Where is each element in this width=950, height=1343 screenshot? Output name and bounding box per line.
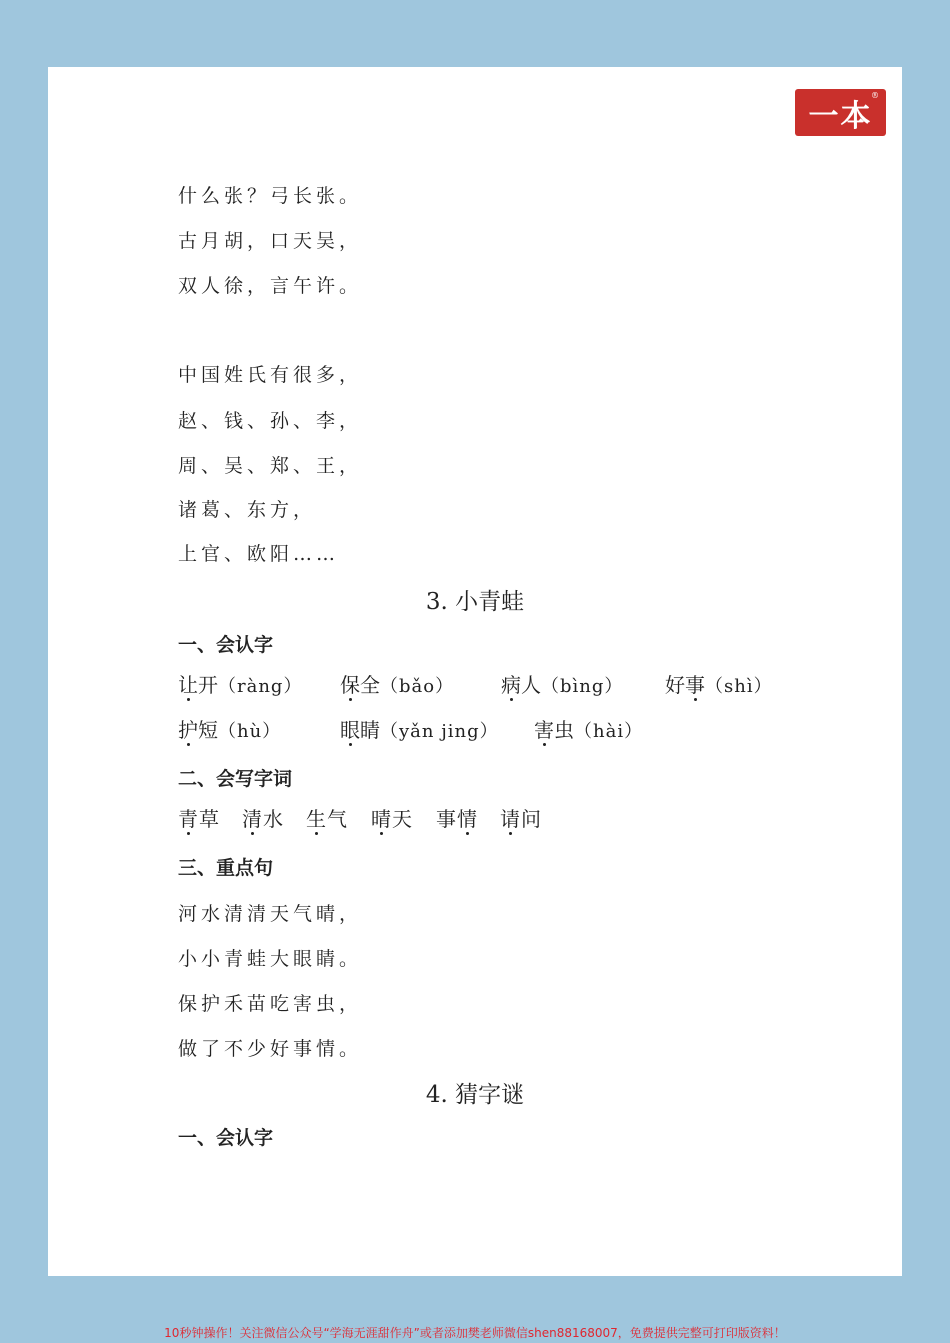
poem2-line: 周、吴、郑、王， (178, 455, 363, 477)
footer-notice: 10秒钟操作！关注微信公众号“学海无涯甜作舟”或者添加樊老师微信shen88168007，免费提供完整可打印版资料！ (164, 1326, 786, 1340)
poem1-line: 什么张？弓长张。 (178, 185, 363, 207)
poem2-line: 赵、钱、孙、李， (178, 410, 363, 432)
lesson4-heading-recognize: 一、会认字 (178, 1127, 274, 1149)
key-sentence: 做了不少好事情。 (178, 1038, 363, 1060)
key-sentence: 保护禾苗吃害虫， (178, 993, 363, 1015)
poem1-line: 古月胡，口天吴， (178, 230, 363, 252)
lesson3-heading-recognize: 一、会认字 (178, 634, 274, 656)
recognize-item: 让开（ràng） (178, 673, 303, 697)
lesson4-title: 4. 猜字谜 (425, 1082, 525, 1108)
poem1-line: 双人徐，言午许。 (178, 275, 363, 297)
recognize-item: 病人（bìng） (501, 673, 624, 697)
lesson3-heading-key-sentences: 三、重点句 (178, 857, 274, 879)
logo-text: 一本 (808, 98, 873, 134)
registered-mark: ® (871, 91, 881, 100)
poem2-line: 诸葛、东方， (178, 499, 317, 521)
poem2-line: 中国姓氏有很多， (178, 364, 363, 386)
write-word: 请问 (500, 807, 542, 831)
write-word: 事情 (436, 807, 478, 831)
brand-logo (795, 89, 886, 136)
key-sentence: 河水清清天气晴， (178, 903, 363, 925)
recognize-item: 好事（shì） (665, 673, 773, 697)
recognize-item: 保全（bǎo） (340, 673, 455, 697)
poem2-line: 上官、欧阳…… (178, 543, 340, 565)
write-word: 清水 (242, 807, 284, 831)
write-word: 晴天 (371, 807, 413, 831)
recognize-item: 护短（hù） (178, 718, 282, 742)
lesson3-title: 3. 小青蛙 (425, 589, 525, 615)
recognize-item: 眼睛（yǎn jing） (340, 718, 499, 742)
recognize-item: 害虫（hài） (534, 718, 644, 742)
write-word: 青草 (178, 807, 220, 831)
lesson3-heading-write: 二、会写字词 (178, 768, 293, 790)
document-page (48, 67, 902, 1276)
key-sentence: 小小青蛙大眼睛。 (178, 948, 363, 970)
write-word: 生气 (306, 807, 348, 831)
